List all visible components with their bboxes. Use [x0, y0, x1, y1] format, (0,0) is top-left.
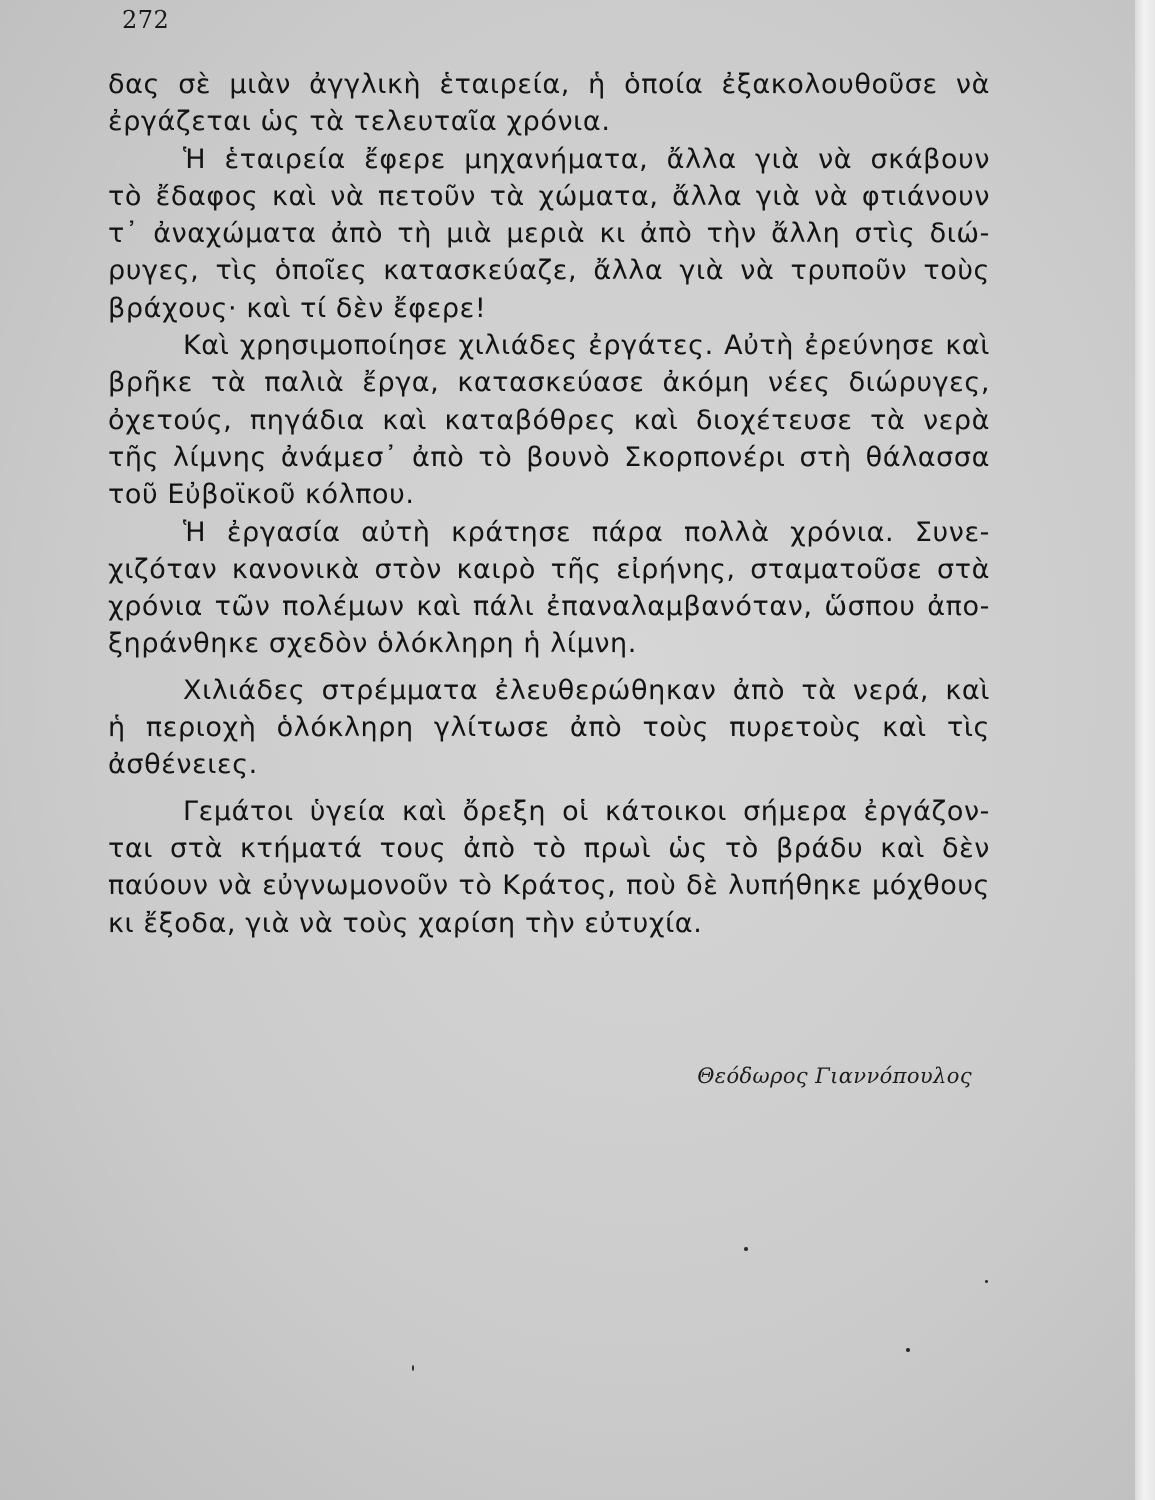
- scan-speck: [412, 1365, 414, 1371]
- text-line: ρυγες, τὶς ὁποῖες κατασκεύαζε, ἄλλα γιὰ νὰ τρυποῦν τοὺς: [108, 255, 990, 287]
- text-line: βρῆκε τὰ παλιὰ ἔργα, κατασκεύασε ἀκόμη νέες διώρυγες,: [108, 367, 990, 399]
- scan-speck: [744, 1247, 748, 1251]
- text-line: χιζόταν κανονικὰ στὸν καιρὸ τῆς εἰρήνης, σταματοῦσε στὰ: [108, 553, 990, 585]
- text-line: τ᾽ ἀναχώματα ἀπὸ τὴ μιὰ μεριὰ κι ἀπὸ τὴν ἄλλη στὶς διώ-: [108, 218, 990, 250]
- text-line: ἡ περιοχὴ ὁλόκληρη γλίτωσε ἀπὸ τοὺς πυρετοὺς καὶ τὶς: [108, 712, 990, 744]
- author-signature: Θεόδωρος Γιαννόπουλος: [697, 1064, 972, 1088]
- text-line: Καὶ χρησιμοποίησε χιλιάδες ἐργάτες. Αὐτὴ ἐρεύνησε καὶ: [183, 330, 990, 362]
- text-line: ἐργάζεται ὡς τὰ τελευταῖα χρόνια.: [108, 106, 611, 138]
- text-line: ται στὰ κτήματά τους ἀπὸ τὸ πρωὶ ὡς τὸ βράδυ καὶ δὲν: [108, 832, 990, 864]
- text-line: τῆς λίμνης ἀνάμεσ᾽ ἀπὸ τὸ βουνὸ Σκορπονέρι στὴ θάλασσα: [108, 441, 990, 473]
- page-number: 272: [122, 6, 170, 34]
- text-line: παύουν νὰ εὐγνωμονοῦν τὸ Κράτος, ποὺ δὲ λυπήθηκε μόχθους: [108, 870, 990, 902]
- text-line: ξηράνθηκε σχεδὸν ὁλόκληρη ἡ λίμνη.: [108, 628, 637, 660]
- text-line: ἀσθένειες.: [108, 749, 258, 781]
- text-line: τοῦ Εὐβοϊκοῦ κόλπου.: [108, 479, 415, 511]
- scan-speck: [985, 1280, 988, 1283]
- scan-speck: [906, 1348, 910, 1352]
- text-line: Γεμάτοι ὑγεία καὶ ὄρεξη οἱ κάτοικοι σήμερα ἐργάζον-: [183, 795, 990, 827]
- text-line: τὸ ἔδαφος καὶ νὰ πετοῦν τὰ χώματα, ἄλλα γιὰ νὰ φτιάνουν: [108, 180, 990, 212]
- text-line: κι ἔξοδα, γιὰ νὰ τοὺς χαρίση τὴν εὐτυχία.: [108, 907, 703, 939]
- text-line: Ἡ ἑταιρεία ἔφερε μηχανήματα, ἄλλα γιὰ νὰ σκάβουν: [183, 143, 990, 175]
- text-line: βράχους· καὶ τί δὲν ἔφερε!: [108, 292, 487, 324]
- page-edge: [1135, 0, 1155, 1500]
- text-line: Χιλιάδες στρέμματα ἐλευθερώθηκαν ἀπὸ τὰ νερά, καὶ: [183, 674, 990, 706]
- text-line: Ἡ ἐργασία αὐτὴ κράτησε πάρα πολλὰ χρόνια. Συνε-: [183, 516, 990, 548]
- text-line: δας σὲ μιὰν ἀγγλικὴ ἑταιρεία, ἡ ὁποία ἐξακολουθοῦσε νὰ: [108, 69, 990, 100]
- text-line: χρόνια τῶν πολέμων καὶ πάλι ἐπαναλαμβανόταν, ὥσπου ἀπο-: [108, 591, 990, 623]
- body-text: [108, 66, 990, 942]
- text-line: ὀχετούς, πηγάδια καὶ καταβόθρες καὶ διοχέτευσε τὰ νερὰ: [108, 404, 990, 436]
